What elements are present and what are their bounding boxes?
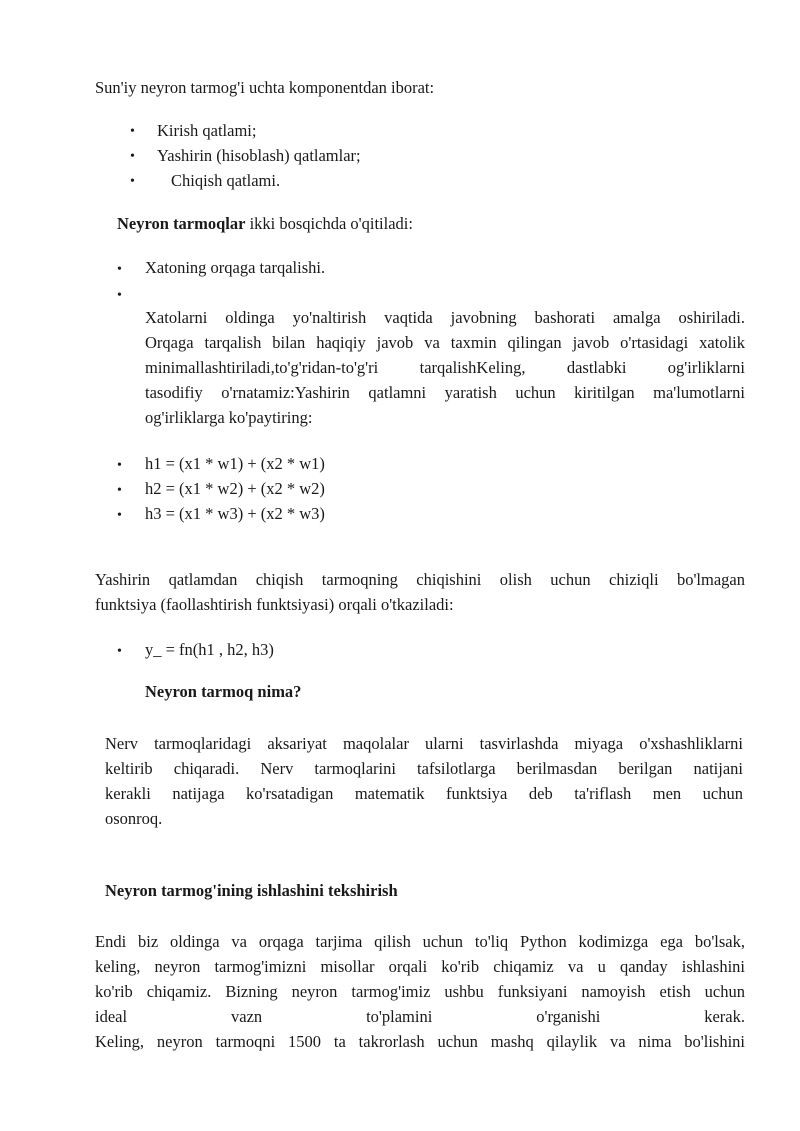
paragraph-line: kerakli natijaga ko'rsatadigan matematik funktsiya deb ta'riflash men uchun xyxy=(105,784,743,803)
formula-item: h2 = (x1 * w2) + (x2 * w2) xyxy=(145,479,325,498)
paragraph-line: Xatolarni oldinga yo'naltirish vaqtida javobning bashorati amalga oshiriladi. xyxy=(145,308,745,327)
bullet-icon: • xyxy=(130,124,135,139)
list-item: Xatoning orqaga tarqalishi. xyxy=(145,258,326,277)
bullet-icon: • xyxy=(130,174,135,189)
intro-text: Sun'iy neyron tarmog'i uchta komponentdan iborat: xyxy=(95,78,435,97)
paragraph-line: keltirib chiqaradi. Nerv tarmoqlarini tafsilotlarga berilmasdan berilgan natijani xyxy=(105,759,743,778)
paragraph-line: Nerv tarmoqlaridagi aksariyat maqolalar ularni tasvirlashda miyaga o'xshashliklarni xyxy=(105,734,743,753)
formula-item: h1 = (x1 * w1) + (x2 * w1) xyxy=(145,454,325,473)
output-formula: y_ = fn(h1 , h2, h3) xyxy=(145,640,274,659)
bullet-icon: • xyxy=(117,483,122,498)
training-bold: Neyron tarmoqlar xyxy=(117,214,246,233)
paragraph-line: og'irliklarga ko'paytiring: xyxy=(145,408,313,427)
training-rest: ikki bosqichda o'qitiladi: xyxy=(245,214,413,233)
paragraph-line: ideal vazn to'plamini o'rganishi kerak. xyxy=(95,1007,745,1026)
list-item: Yashirin (hisoblash) qatlamlar; xyxy=(157,146,361,165)
paragraph-line: tasodifiy o'rnatamiz:Yashirin qatlamni yaratish uchun kiritilgan ma'lumotlarni xyxy=(145,383,745,402)
bullet-icon: • xyxy=(117,644,122,659)
paragraph-line: funktsiya (faollashtirish funktsiyasi) orqali o'tkaziladi: xyxy=(95,595,454,614)
paragraph-line: minimallashtiriladi,to'g'ridan-to'g'ri tarqalishKeling, dastlabki og'irliklarni xyxy=(145,358,745,377)
training-intro xyxy=(117,212,413,236)
paragraph-line: ko'rib chiqamiz. Bizning neyron tarmog'imiz ushbu funksiyani namoyish etish uchun xyxy=(95,982,745,1001)
bullet-icon: • xyxy=(117,508,122,523)
bullet-icon: • xyxy=(117,262,122,277)
bullet-icon: • xyxy=(130,149,135,164)
formula-item: h3 = (x1 * w3) + (x2 * w3) xyxy=(145,504,325,523)
paragraph-line: keling, neyron tarmog'imizni misollar orqali ko'rib chiqamiz va u qanday ishlashini xyxy=(95,957,745,976)
section-heading: Neyron tarmoq nima? xyxy=(145,682,302,701)
bullet-icon: • xyxy=(117,288,122,303)
section-heading: Neyron tarmog'ining ishlashini tekshirish xyxy=(105,881,398,900)
paragraph-line: Keling, neyron tarmoqni 1500 ta takrorlash uchun mashq qilaylik va nima bo'lishini xyxy=(95,1032,745,1051)
paragraph-line: Endi biz oldinga va orqaga tarjima qilish uchun to'liq Python kodimizga ega bo'lsak, xyxy=(95,932,745,951)
paragraph-line: Yashirin qatlamdan chiqish tarmoqning chiqishini olish uchun chiziqli bo'lmagan xyxy=(95,570,745,589)
paragraph-line: osonroq. xyxy=(105,809,163,828)
paragraph-line: Orqaga tarqalish bilan haqiqiy javob va taxmin qilingan javob o'rtasidagi xatolik xyxy=(145,333,745,352)
bullet-icon: • xyxy=(117,458,122,473)
list-item: Chiqish qatlami. xyxy=(171,171,281,190)
list-item: Kirish qatlami; xyxy=(157,121,257,140)
